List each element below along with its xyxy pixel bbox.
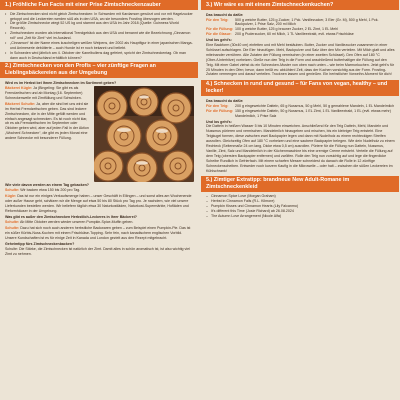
- ingredient-row: Für den Teig: 500 g weiche Butter, 125 g Zucker, 1 Pck. Vanillezucker, 3 Eier (Gr. M), 500 g Mehl, 1 Pck. Backpulver, 1 Prise Salz, 200 ml Milch: [206, 17, 379, 27]
- section-1-title: 1.) Fröhliche Fun Facts mit einer Prise Zimtschneckenzauber: [0, 0, 198, 10]
- section-5-title: 5.) Zimtiger Extratipp: brandneue New Adult-Romane im Zimtschneckenkleid: [201, 176, 399, 192]
- fun-fact-item: • Die größte Zimtschnecke wiegt 52 US kg und stammt aus den USA im Jahr 2018 (Quelle: Guinness World Records).: [5, 21, 194, 31]
- ingredient-row: Für die Füllung: 100 g weiche Butter, 125 g brauner Zucker, 2 EL Zimt, 1 EL Mehl: [206, 27, 339, 32]
- section-5-body: [201, 192, 399, 220]
- section-2-title: 2.) Zimtschnecken von den Profis – vier zünftige Fragen an Lieblingsbäckereien aus der Umgebung: [0, 62, 198, 78]
- instructions-heading: Und los geht's:: [206, 119, 232, 124]
- cinnamon-rolls-image: [94, 86, 194, 182]
- book-item: – Herbst in Cinnamon Falls (R.L. Kilmore): [206, 199, 395, 204]
- section-3-title: 3.) Wir wäre es mit einem Zimtschneckenkuchen?: [201, 0, 399, 10]
- section-4-body: [201, 96, 399, 176]
- answer-schulte: Bäckerei Schulte: Ja, aber die sind bei uns wird sie im Herbst Fremdzeitschen geben. Das sind leckere Zimtschnecken, die in der Mitte gefüllt werden und einfach angesagt schmecken. Es ist noch nicht klar, ob es als Fremdzeitschen im September oder Oktober geben wird, aber auf jeden Fall in der Aktion „Wochenf-Schnecken“, die gibt es jeden Monat eine andere Schnecke mit besonderer Füllung.: [5, 101, 89, 141]
- book-list: [206, 194, 395, 219]
- instructions-text: Die Datteln in heißem Wasser 5 bis 10 Minuten einweichen. Anschließend für den Teig Datteln, Mehl, Mandeln und Nussmus pürieren und vermischen. Mandelmilch hinzugeben und mischen, bis ein klebriger Teig entsteht. Eine Teigkugel formen, diese zwischen zwei Backpapier legen und dann mit Nudelholz zu einem rechteckigen Streifen ausrollen. Gleichzeitig Ofen auf 180 °C vorheizen und eine saubere Backpapier belegen. Wie dein Nudelholz zu einem Rechteck (Seitenmaße 24 cm lang, Dicke etwa 0,5 cm) ausrollen. Püriere für die Füllung nun Datteln, Nussmus, Vanille, Zimt, Salz und Mandelmilch in der Küchenmaschine bis eine cremige Creme entsteht. Verteile die Füllung auf dem Teig (obersten Backpapier entfernen) und zwölfen. Rolle den Teig nun vorsichtig auf und lege die fingerdicke Scheibe Rundlich in Gefrierfach. Mit einem scharfen Messer schneidest du danach die Rolle in 12 zünftige Schneckenscheiben. Entweder noch kurzem Kaufig in die Mikrowelle – oder halt – zwischen die süßen Leckereien im Kühlschrank!: [206, 124, 395, 173]
- fun-fact-item: • Die Zimtschnecken sind nicht gleich Zimtschnecken: In Schweden mit Kardamom gewürzt und vor mit Hagelzucker getoppt und die Leckereien werden süß als in den USA, wo sie besonders Frosting überzogen werden.: [5, 12, 194, 22]
- interview-question: Was gibt es außer den Zimtschnecken Herbstlich-Leckeres in Ihrer Bäckerei?: [5, 214, 137, 219]
- right-column: [201, 0, 399, 220]
- answer-schulte: Schulte: Wir backen etwa 150 bis 200 pro Tag.: [5, 187, 81, 192]
- ingredient-row: Für den Teig: 200 g eingeweichte Datteln, 65 g Nussmus, 50 g Mehl, 50 g gemahlene Mandeln, 1 EL Mandelmilch: [206, 103, 395, 108]
- fun-fact-item: • „Cinnamon“ ist der Name eines kuscheligen weißen Welpens, der 2002 als Hauptfigur in einer japanischen Manga- und Animeserie debütierte – auch Hunde ist er noch bekannt und beliebt.: [5, 41, 194, 51]
- fun-fact-item: • In Schweden wird jährlich am 4. Oktober der Kanelbullens dag gefeiert, spricht der Zimtschneckentag. Ob man dann auch in Deutschland erhältlich können?: [5, 51, 194, 61]
- ingredient-row: Für die Glasur: 200 g Puderzucker, 60 ml Milch, 1 TL Vanilleextrakt, evtl. etwas Frischkäse: [206, 32, 354, 37]
- instructions-heading: Und los geht's:: [206, 38, 232, 43]
- answer-tip: Schulte: Die Stärke, die Zimtschnecken ist natürlich der Zimt. Damit alles in schön aromatisch ist, ist also wichtig viel Zimt zu nehmen.: [5, 247, 190, 257]
- book-item: – It's different this Time (Josie Richard) ab 26.08.2024: [206, 209, 395, 214]
- book-item: – Cinnamon Spice Love (Morgan Graham): [206, 194, 395, 199]
- answer-kuegle: Bäckerei Kügle: Ja (Bingeling: Sie gibt es als Fremdzeitschen und ab Montag (16. September) Schneckenwelle mit Zimtfüllung und Schwinken.: [5, 85, 83, 100]
- section-4-title: 4.) Schnecken in rund und gesund – für Fans von vegan, healthy – und lecker!: [201, 80, 399, 96]
- instructions-text: Eine Backform (30x40 cm) einfetten und mit Mehl bestäuben. Butter, Zucker und Vanillezucker zusammen in einer Schüssel aufschlagen. Die Eier hinzufügen. Mehl, Backpulver und Salz über den Mix verteilen. Mit Milch glatt und alles miteinander verrühren. Alle Zutaten der Füllung vermischen (in einer zweiten Schüssel). Den Ofen auf 180 °C (Ober-/Unterhitze) vorheizen. Gieße nun den Teig in die Form und anschließend butterhaltiger die Füllung auf den Teig. Mit einer Gabel ziehst du ein Schnecken-Muster von oben nach unten – wie beim Marmorkuchen. Jetzt geht's für 25 Minuten in den Ofen; bevor, dann heißt es: abkühlen! Zeit, dass der Kuchen vorsichtig aus der Form. Frosting-Zutaten vermengen und darauf verteilen. Trocknen lassen und genießen. Ein herbstlicher Vorweihn-Moment für dich!: [206, 43, 395, 77]
- interview-question: Wird es im Herbst bei Ihnen Zimtschnecken im Sortiment geben?: [5, 80, 117, 85]
- fun-facts-list: [5, 12, 194, 61]
- cinnamon-rolls-photo: [94, 86, 194, 182]
- interview-question: Geheimtipp fürs Zimtschneckenbacken?: [5, 242, 75, 247]
- fun-fact-item: • Zimtschnecken wurden als international Trendgebäck aus den USA und benannt wie die Bezeichnung „Cinnamon roll“ und „Zeit für Zimt“ viel im Ausland.: [5, 31, 194, 41]
- section-3-body: [201, 10, 399, 80]
- answer-schulte: Schulte: Dazu hat sich noch auch anderen herbstliche Backwaren geben – zum Beispiel einen Pumpkin-Pie. Das ist ein süßer Kürbis-Nuss-Kuchen mit einem Frischkäse-Topping. Sehr fein, nach kanadischem englischen Vorbild. Unsere Kundschaften ist es für einige Zeit in Kanada und London gezielt aus den Rezept mitgebracht.: [5, 226, 191, 240]
- answer-kuegle: Kügle: Das ist nur ein einiges Verkaufsmenge haben – unser Geschäft in Ellingen – und sonst alles am Wochenende oder außer Hause geht, schätzen wir die Menge auf etwa 50 bis 80 Stück pro Tag pro. Je nachdem, wie viel unsere Lieferkunden bestellen werden. Wir beliefern täglich etwa 30 Naturkostläden, Naturkost-Supermärkte, Hofläden und Reformhäuser in der Umgebung.: [5, 193, 192, 213]
- section-2-body: [0, 78, 198, 260]
- left-column: [0, 0, 198, 259]
- ingredients-heading: Das braucht du dafür:: [206, 98, 244, 103]
- section-1-body: [0, 10, 198, 62]
- ingredients-heading: Das braucht du dafür:: [206, 12, 244, 17]
- ingredient-row: Für die Füllung: 150 g eingeweichte Datteln, 50 g Nussmus, 1 EL Zimt, 1 EL Vanilleextrakt, 1 EL (evtl. etwas mehr) Mandelmilch, 1 Prise Salz: [206, 108, 391, 118]
- book-item: – Pumpkin Kisses und Cinnamon Hearts (Lily Falcanmo): [206, 204, 395, 209]
- interview-question: Wie viele davon werden an einem Tag gebacken?: [5, 182, 89, 187]
- answer-schulte: Schulte: Ab Mitte Oktober werden wieder unseren Pumpkin-Spice-Muffin geben.: [5, 219, 134, 224]
- book-item: – The Autumn Love Arrangement (Nicole Alfa): [206, 214, 395, 219]
